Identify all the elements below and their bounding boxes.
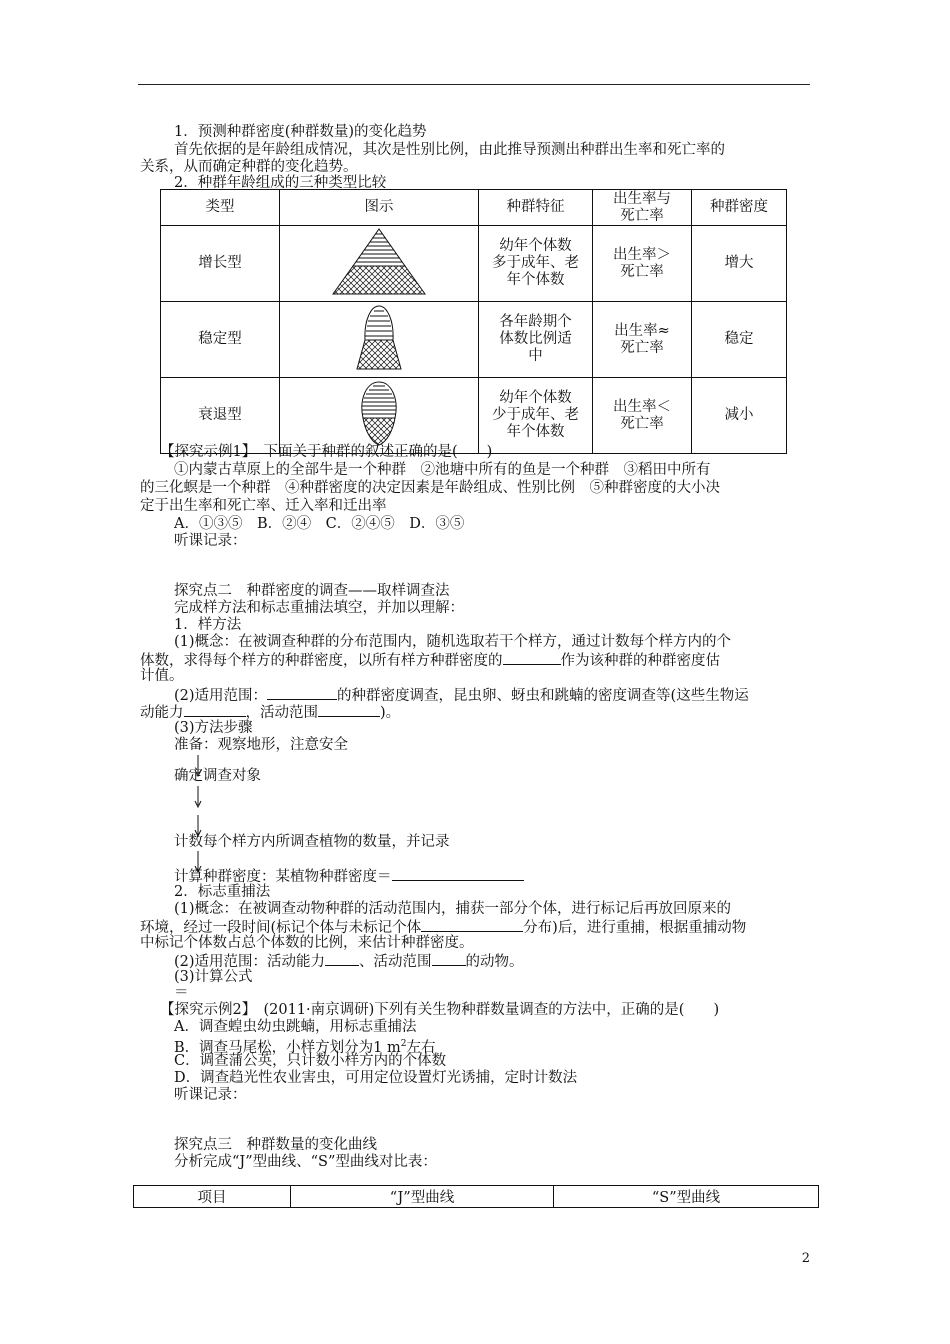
type-cell: 衰退型 [161, 378, 280, 454]
type-cell: 稳定型 [161, 302, 280, 378]
table-row [161, 378, 787, 454]
feature-cell: 各年龄期个 体数比例适 中 [479, 302, 593, 378]
blank [318, 703, 380, 717]
example-2-title: 【探究示例2】 (2011·南京调研)下列有关生物种群数量调查的方法中，正确的是( ) [160, 1002, 720, 1018]
example-1-title: 【探究示例1】 下面关于种群的叙述正确的是( ) [160, 444, 493, 460]
blank [421, 918, 523, 932]
paragraph: 关系，从而确定种群的变化趋势。 [140, 159, 358, 175]
paragraph: 分析完成“J”型曲线、“S”型曲线对比表： [174, 1154, 437, 1170]
type-cell: 增长型 [161, 226, 280, 302]
page-number: 2 [801, 1251, 810, 1266]
diagram-cell [280, 226, 479, 302]
table-row [161, 226, 787, 302]
flow-step: 计数每个样方内所调查植物的数量，并记录 [174, 834, 450, 850]
density-cell: 减小 [692, 378, 787, 454]
paragraph: 体数，求得每个样方的种群密度，以所有样方种群密度的 作为该种群的种群密度估 [140, 653, 720, 669]
blank [503, 651, 561, 665]
table-header-row [161, 190, 787, 226]
blank [432, 952, 466, 966]
feature-cell: 幼年个体数 多于成年、老 年个体数 [479, 226, 593, 302]
paragraph: 的三化螟是一个种群 ④种群密度的决定因素是年龄组成、性别比例 ⑤种群密度的大小决 [140, 480, 720, 496]
blank [325, 952, 359, 966]
header-cell: 出生率与 死亡率 [593, 190, 692, 226]
flow-step: 准备：观察地形，注意安全 [174, 737, 348, 753]
paragraph: 中标记个体数占总个体数的比例，来估计种群密度。 [140, 935, 474, 951]
curve-comparison-table [133, 1185, 819, 1208]
paragraph: 环境，经过一段时间(标记个体与未标记个体 分布)后，进行重捕，根据重捕动物 [140, 920, 747, 936]
header-cell: “J”型曲线 [291, 1186, 554, 1208]
header-cell: “S”型曲线 [554, 1186, 819, 1208]
header-cell: 种群密度 [692, 190, 787, 226]
pyramid-growth-icon [324, 226, 434, 296]
answer-options: A．①③⑤ B．②④ C．②④⑤ D．③⑤ [174, 516, 465, 532]
down-arrow-icon [193, 786, 203, 808]
paragraph: (3)计算公式 [174, 969, 253, 985]
density-cell: 稳定 [692, 302, 787, 378]
paragraph: ①内蒙古草原上的全部牛是一个种群 ②池塘中所有的鱼是一个种群 ③稻田中所有 [174, 462, 711, 478]
paragraph: 动能力 ，活动范围 )。 [140, 705, 401, 721]
section-title: 探究点二 种群密度的调查——取样调查法 [174, 583, 450, 599]
paragraph: (3)方法步骤 [174, 720, 253, 736]
rate-cell: 出生率≈ 死亡率 [593, 302, 692, 378]
diagram-cell [280, 302, 479, 378]
answer-option: D．调查趋光性农业害虫，可用定位设置灯光诱捕，定时计数法 [174, 1070, 578, 1086]
feature-cell: 幼年个体数 少于成年、老 年个体数 [479, 378, 593, 454]
header-rule [138, 84, 810, 85]
paragraph: 计值。 [140, 668, 184, 684]
answer-option: B．调查马尾松，小样方划分为1 $m^2$左右 [174, 1039, 436, 1056]
subsection-title: 2．标志重捕法 [174, 884, 271, 900]
paragraph: 完成样方法和标志重捕法填空，并加以理解： [174, 600, 464, 616]
flow-step: 计算种群密度：某植物种群密度＝ [174, 867, 524, 886]
subsection-title: 1．样方法 [174, 617, 242, 633]
answer-option: C．调查蒲公英，只计数小样方内的个体数 [174, 1053, 447, 1069]
section-title: 1．预测种群密度(种群数量)的变化趋势 [174, 124, 427, 140]
header-cell: 项目 [134, 1186, 291, 1208]
rate-cell: 出生率＞ 死亡率 [593, 226, 692, 302]
answer-option: A．调查蝗虫幼虫跳蝻，用标志重捕法 [174, 1019, 417, 1035]
density-cell: 增大 [692, 226, 787, 302]
flow-step: 确定调查对象 [174, 768, 261, 784]
header-cell: 图示 [280, 190, 479, 226]
urn-decline-icon [324, 378, 434, 448]
blank [184, 703, 246, 717]
paragraph: (1)概念：在被调查动物种群的活动范围内，捕获一部分个体，进行标记后再放回原来的 [174, 901, 732, 917]
header-cell: 类型 [161, 190, 280, 226]
paragraph: (1)概念：在被调查种群的分布范围内，随机选取若干个样方，通过计数每个样方内的个 [174, 634, 732, 650]
paragraph: (2)适用范围：活动能力 、活动范围 的动物。 [174, 954, 524, 970]
age-structure-table [160, 189, 787, 454]
section-title: 2．种群年龄组成的三种类型比较 [174, 175, 387, 191]
table-row [161, 302, 787, 378]
bell-stable-icon [324, 302, 434, 372]
blank [267, 686, 337, 700]
diagram-cell [280, 378, 479, 454]
notes-label: 听课记录： [174, 533, 247, 549]
paragraph: 首先依据的是年龄组成情况，其次是性别比例，由此推导预测出种群出生率和死亡率的 [174, 142, 725, 158]
notes-label: 听课记录： [174, 1087, 247, 1103]
paragraph: (2)适用范围： 的种群密度调查，昆虫卵、蚜虫和跳蝻的密度调查等(这些生物运 [174, 688, 749, 704]
rate-cell: 出生率＜ 死亡率 [593, 378, 692, 454]
formula: ＝ [174, 985, 189, 1001]
header-cell: 种群特征 [479, 190, 593, 226]
section-title: 探究点三 种群数量的变化曲线 [174, 1137, 377, 1153]
blank [392, 867, 524, 881]
table-header-row [134, 1186, 819, 1208]
paragraph: 定于出生率和死亡率、迁入率和迁出率 [140, 498, 387, 514]
